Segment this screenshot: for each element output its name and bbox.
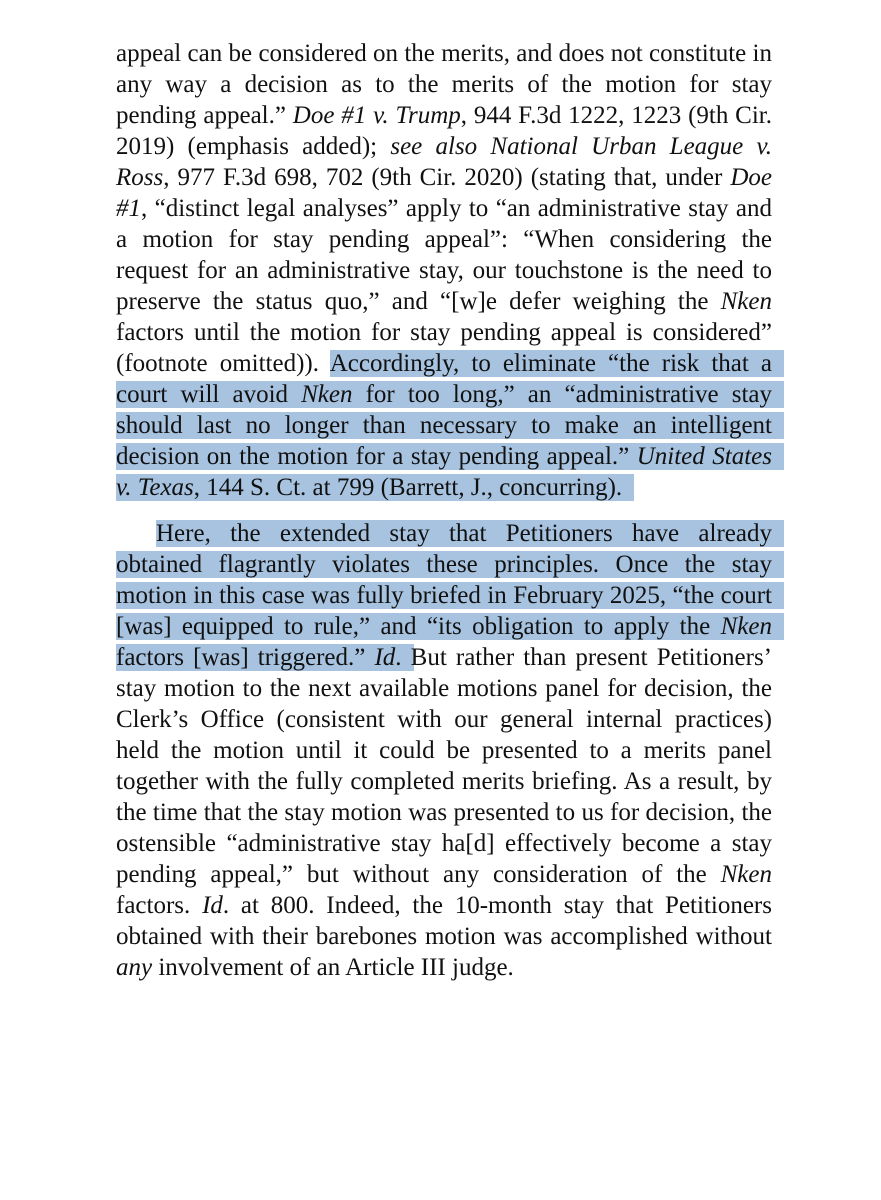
id-citation: Id	[202, 892, 223, 919]
text-run: for too long,” an “administrative stay should last no longer than necessary to make an intelligent decision on the motion for a stay pending appeal.”	[116, 381, 772, 470]
text-run: .	[395, 644, 402, 671]
id-citation: Id	[374, 644, 396, 671]
case-citation: Doe #1	[116, 164, 772, 222]
emphasis-any: any	[116, 954, 153, 981]
text-run: , 977 F.3d 698, 702 (9th Cir. 2020) (stating that, under	[163, 164, 731, 191]
paragraph-1	[116, 38, 772, 503]
case-name-nken: Nken	[720, 288, 772, 315]
text-run: factors [was] triggered.”	[116, 644, 375, 671]
document-page	[116, 38, 772, 983]
paragraph-2	[116, 518, 772, 983]
text-run	[477, 133, 490, 160]
text-run: , 144 S. Ct. at 799 (Barrett, J., concurring).	[193, 474, 623, 501]
text-run: Here, the extended stay that Petitioners have already obtained flagrantly violates these principles. Once the stay motion in this case was fully briefed in February 2025, “the court [was] equipped to rule,” and “its obligation to apply the	[116, 520, 772, 640]
text-run: Accordingly, to eliminate “the risk that a court will avoid	[116, 350, 772, 408]
text-run: But rather than present Petitioners’ stay motion to the next available motions panel for decision, the Clerk’s Office (consistent with our general internal practices) held the motion until it could be presented to a merits panel together with the fully completed merits briefing. As a result, by the time that the stay motion was presented to us for decision, the ostensible “administrative stay ha[d] effectively become a stay pending appeal,” but without any consideration of the	[116, 644, 772, 888]
case-name-nken: Nken	[720, 613, 772, 640]
case-name-nken: Nken	[301, 381, 353, 408]
case-name-nken: Nken	[720, 861, 772, 888]
case-citation: United States v. Texas	[116, 443, 772, 501]
case-citation: National Urban League v. Ross	[116, 133, 772, 191]
text-run: involvement of an Article III judge.	[152, 954, 514, 981]
text-run: appeal can be considered on the merits, and does not constitute in any way a decision as to the merits of the motion for stay pending appeal.”	[116, 40, 772, 129]
text-run: factors until the motion for stay pending appeal is considered” (footnote omitted)).	[116, 319, 772, 377]
case-citation: Doe #1 v. Trump	[292, 102, 461, 129]
text-run: . at 800. Indeed, the 10-month stay that Petitioners obtained with their barebones motion was accomplished without	[116, 892, 772, 950]
text-run: , “distinct legal analyses” apply to “an administrative stay and a motion for stay pending appeal”: “When considering the request for an administrative stay, our touchstone is the need to preserve the status quo,” and “[w]e defer weighing the	[116, 195, 772, 315]
text-run: factors.	[116, 892, 203, 919]
signal-see-also: see also	[390, 133, 478, 160]
text-run: , 944 F.3d 1222, 1223 (9th Cir. 2019) (emphasis added);	[116, 102, 772, 160]
